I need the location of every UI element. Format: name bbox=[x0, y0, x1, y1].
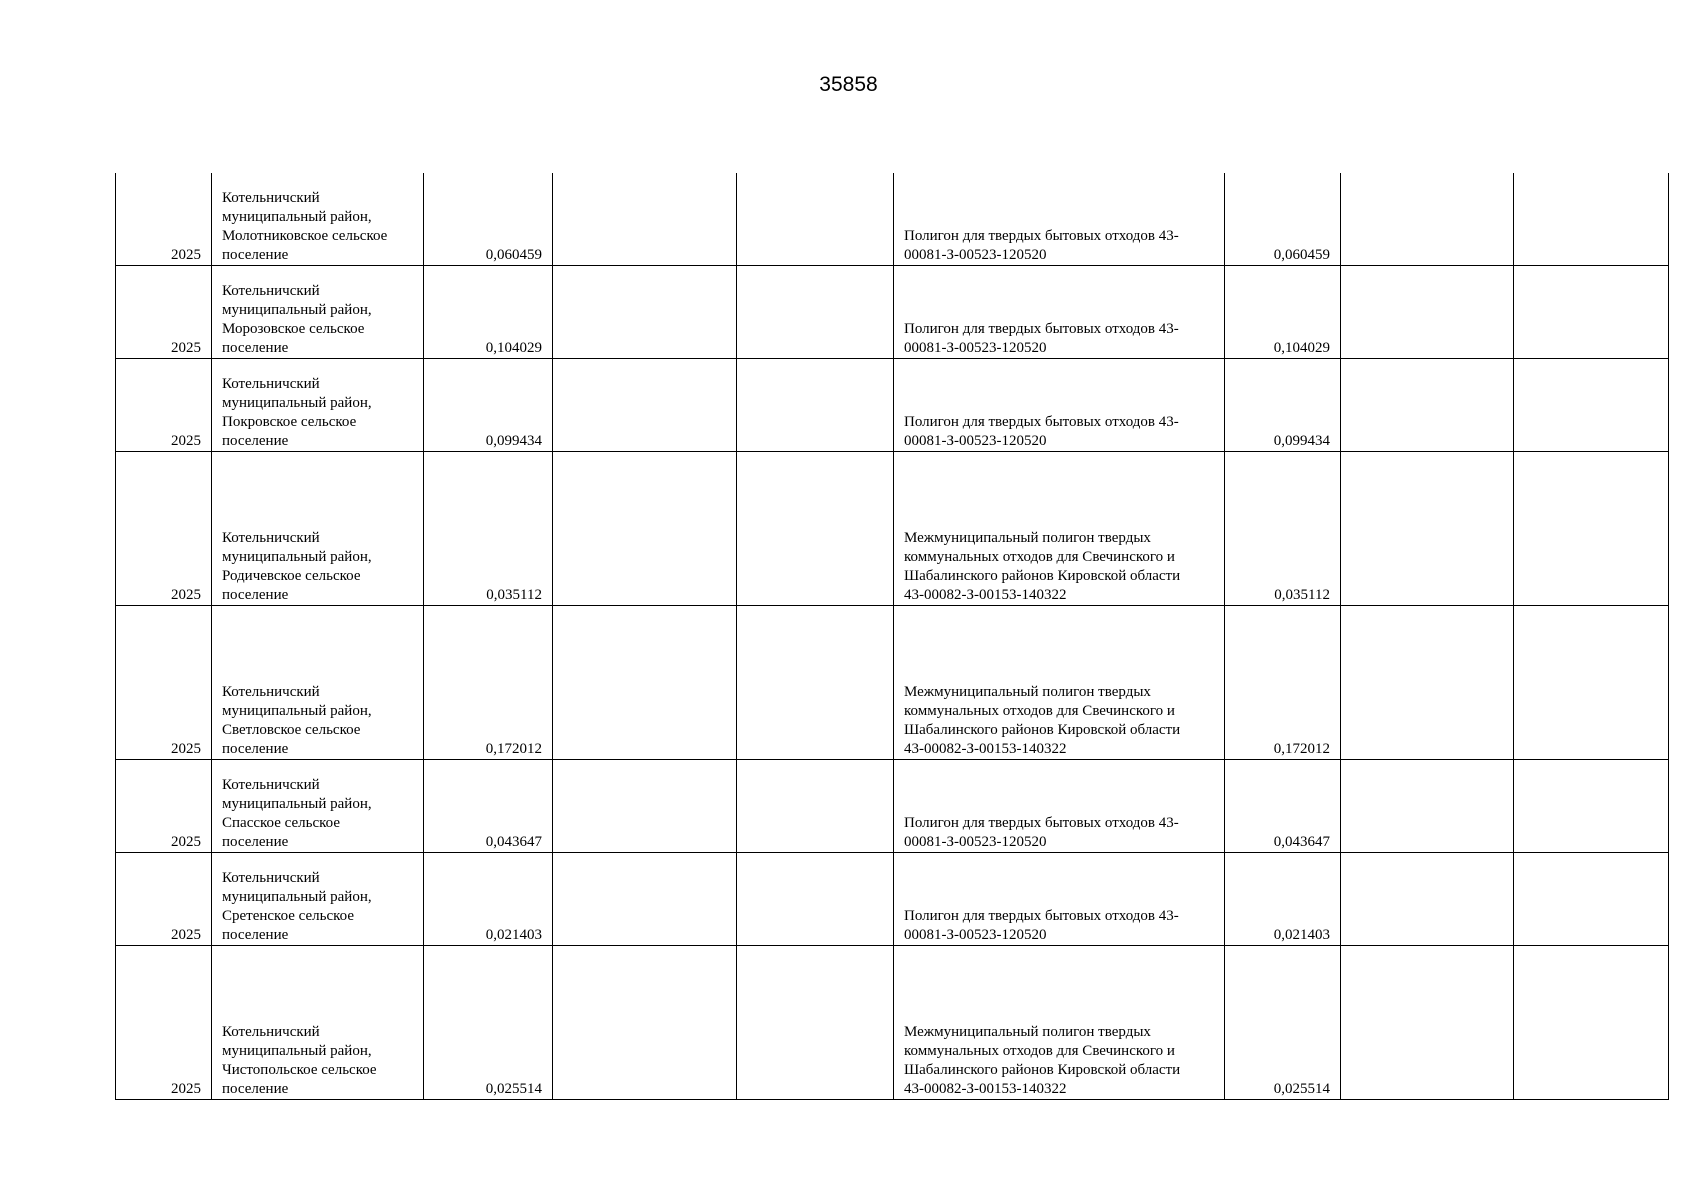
municipality-cell: Котельничский муниципальный район, Сретенское сельское поселение bbox=[212, 853, 424, 946]
empty-cell bbox=[737, 606, 894, 760]
empty-cell bbox=[1341, 452, 1514, 606]
amount-cell: 0,099434 bbox=[424, 359, 553, 452]
empty-cell bbox=[1341, 853, 1514, 946]
facility-cell: Полигон для твердых бытовых отходов 43- 00081-З-00523-120520 bbox=[894, 760, 1225, 853]
municipality-cell: Котельничский муниципальный район, Покровское сельское поселение bbox=[212, 359, 424, 452]
amount-cell: 0,043647 bbox=[424, 760, 553, 853]
amount-cell: 0,060459 bbox=[424, 173, 553, 266]
facility-amount-cell: 0,104029 bbox=[1225, 266, 1341, 359]
amount-cell: 0,025514 bbox=[424, 946, 553, 1100]
empty-cell bbox=[553, 760, 737, 853]
empty-cell bbox=[553, 853, 737, 946]
page-number: 35858 bbox=[819, 73, 878, 96]
empty-cell bbox=[1341, 606, 1514, 760]
facility-amount-cell: 0,060459 bbox=[1225, 173, 1341, 266]
empty-cell bbox=[553, 359, 737, 452]
facility-amount-cell: 0,025514 bbox=[1225, 946, 1341, 1100]
year-cell: 2025 bbox=[116, 359, 212, 452]
facility-amount-cell: 0,021403 bbox=[1225, 853, 1341, 946]
municipality-cell: Котельничский муниципальный район, Морозовское сельское поселение bbox=[212, 266, 424, 359]
empty-cell bbox=[737, 452, 894, 606]
empty-cell bbox=[1514, 173, 1669, 266]
table-row bbox=[116, 452, 1669, 606]
year-cell: 2025 bbox=[116, 760, 212, 853]
amount-cell: 0,104029 bbox=[424, 266, 553, 359]
empty-cell bbox=[737, 173, 894, 266]
amount-cell: 0,021403 bbox=[424, 853, 553, 946]
empty-cell bbox=[1514, 760, 1669, 853]
year-cell: 2025 bbox=[116, 452, 212, 606]
municipality-cell: Котельничский муниципальный район, Спасское сельское поселение bbox=[212, 760, 424, 853]
data-table bbox=[115, 173, 1669, 1100]
year-cell: 2025 bbox=[116, 853, 212, 946]
facility-cell: Полигон для твердых бытовых отходов 43- 00081-З-00523-120520 bbox=[894, 853, 1225, 946]
facility-cell: Полигон для твердых бытовых отходов 43- 00081-З-00523-120520 bbox=[894, 266, 1225, 359]
facility-amount-cell: 0,099434 bbox=[1225, 359, 1341, 452]
empty-cell bbox=[553, 452, 737, 606]
municipality-cell: Котельничский муниципальный район, Родичевское сельское поселение bbox=[212, 452, 424, 606]
empty-cell bbox=[1341, 946, 1514, 1100]
empty-cell bbox=[1341, 359, 1514, 452]
empty-cell bbox=[737, 266, 894, 359]
facility-cell: Межмуниципальный полигон твердых коммунальных отходов для Свечинского и Шабалинского районов Кировской области 43-00082-З-00153-140322 bbox=[894, 452, 1225, 606]
empty-cell bbox=[737, 359, 894, 452]
empty-cell bbox=[1514, 452, 1669, 606]
municipality-cell: Котельничский муниципальный район, Светловское сельское поселение bbox=[212, 606, 424, 760]
table-row bbox=[116, 173, 1669, 266]
table-row bbox=[116, 266, 1669, 359]
amount-cell: 0,035112 bbox=[424, 452, 553, 606]
table-row bbox=[116, 760, 1669, 853]
year-cell: 2025 bbox=[116, 266, 212, 359]
municipality-cell: Котельничский муниципальный район, Чистопольское сельское поселение bbox=[212, 946, 424, 1100]
year-cell: 2025 bbox=[116, 606, 212, 760]
empty-cell bbox=[1341, 760, 1514, 853]
empty-cell bbox=[737, 946, 894, 1100]
table-row bbox=[116, 606, 1669, 760]
empty-cell bbox=[1341, 266, 1514, 359]
empty-cell bbox=[1514, 946, 1669, 1100]
empty-cell bbox=[1514, 266, 1669, 359]
year-cell: 2025 bbox=[116, 173, 212, 266]
facility-cell: Полигон для твердых бытовых отходов 43- 00081-З-00523-120520 bbox=[894, 359, 1225, 452]
empty-cell bbox=[553, 606, 737, 760]
facility-amount-cell: 0,172012 bbox=[1225, 606, 1341, 760]
empty-cell bbox=[1514, 853, 1669, 946]
empty-cell bbox=[737, 853, 894, 946]
empty-cell bbox=[1341, 173, 1514, 266]
empty-cell bbox=[1514, 606, 1669, 760]
municipality-cell: Котельничский муниципальный район, Молотниковское сельское поселение bbox=[212, 173, 424, 266]
empty-cell bbox=[553, 266, 737, 359]
table-row bbox=[116, 359, 1669, 452]
empty-cell bbox=[737, 760, 894, 853]
empty-cell bbox=[553, 173, 737, 266]
amount-cell: 0,172012 bbox=[424, 606, 553, 760]
facility-amount-cell: 0,035112 bbox=[1225, 452, 1341, 606]
year-cell: 2025 bbox=[116, 946, 212, 1100]
facility-cell: Межмуниципальный полигон твердых коммунальных отходов для Свечинского и Шабалинского районов Кировской области 43-00082-З-00153-140322 bbox=[894, 606, 1225, 760]
facility-cell: Полигон для твердых бытовых отходов 43- 00081-З-00523-120520 bbox=[894, 173, 1225, 266]
facility-amount-cell: 0,043647 bbox=[1225, 760, 1341, 853]
empty-cell bbox=[1514, 359, 1669, 452]
empty-cell bbox=[553, 946, 737, 1100]
table-row bbox=[116, 946, 1669, 1100]
facility-cell: Межмуниципальный полигон твердых коммунальных отходов для Свечинского и Шабалинского районов Кировской области 43-00082-З-00153-140322 bbox=[894, 946, 1225, 1100]
table-row bbox=[116, 853, 1669, 946]
